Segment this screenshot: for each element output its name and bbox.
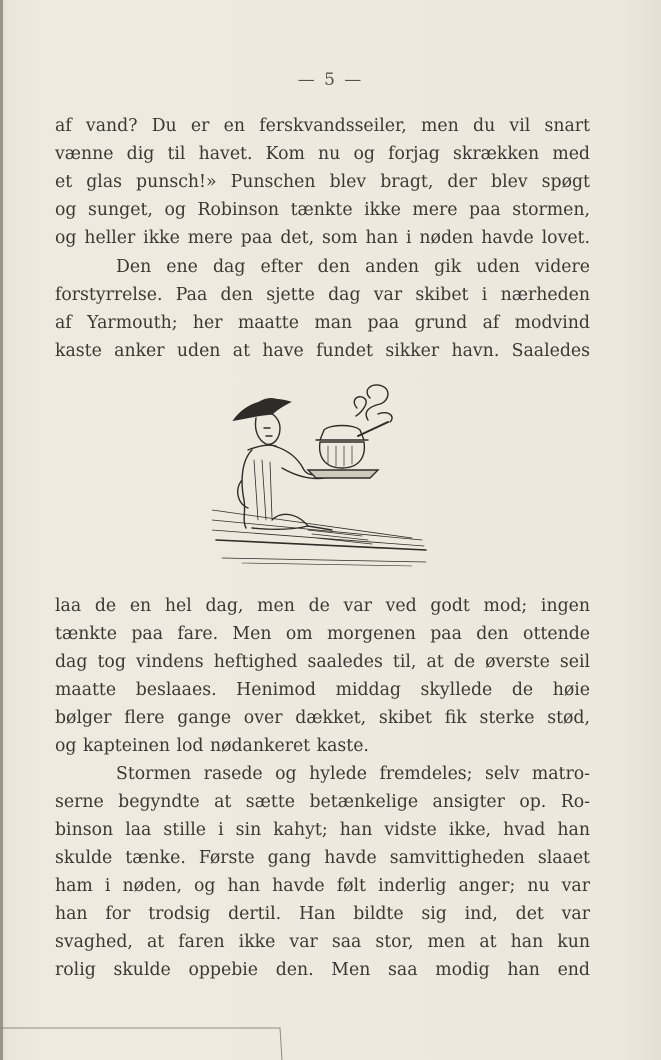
page-edge bbox=[0, 0, 3, 1060]
text-line: han for trodsig dertil. Han bildte sig ind, det var bbox=[55, 904, 590, 924]
text-line: og kapteinen lod nødankeret kaste. bbox=[55, 736, 369, 756]
text-line: svaghed, at faren ikke var saa stor, men at han kun bbox=[55, 932, 590, 952]
text-line: binson laa stille i sin kahyt; han vidste ikke, hvad han bbox=[55, 820, 590, 840]
text-line: og sunget, og Robinson tænkte ikke mere paa stormen, bbox=[55, 200, 590, 220]
text-line: skulde tænke. Første gang havde samvittigheden slaaet bbox=[55, 848, 590, 868]
text-line: et glas punsch!» Punschen blev bragt, der blev spøgt bbox=[55, 172, 590, 192]
text-line: laa de en hel dag, men de var ved godt mod; ingen bbox=[55, 596, 590, 616]
text-line: serne begyndte at sætte betænkelige ansigter op. Ro- bbox=[55, 792, 590, 812]
text-line: ham i nøden, og han havde følt inderlig anger; nu var bbox=[55, 876, 590, 896]
text-line: forstyrrelse. Paa den sjette dag var skibet i nærheden bbox=[55, 285, 590, 305]
text-line: af vand? Du er en ferskvandsseiler, men du vil snart bbox=[55, 116, 590, 136]
text-line: Stormen rasede og hylede fremdeles; selv matro- bbox=[116, 764, 590, 784]
text-line: bølger flere gange over dækket, skibet fik sterke stød, bbox=[55, 708, 590, 728]
page-fold-mark bbox=[0, 1025, 285, 1060]
text-line: Den ene dag efter den anden gik uden videre bbox=[116, 257, 590, 277]
text-line: dag tog vindens heftighed saaledes til, at de øverste seil bbox=[55, 652, 590, 672]
text-line: og heller ikke mere paa det, som han i nøden havde lovet. bbox=[55, 228, 590, 248]
text-line: tænkte paa fare. Men om morgenen paa den ottende bbox=[55, 624, 590, 644]
text-line: kaste anker uden at have fundet sikker havn. Saaledes bbox=[55, 341, 590, 361]
text-line: vænne dig til havet. Kom nu og forjag skrækken med bbox=[55, 144, 590, 164]
text-line: af Yarmouth; her maatte man paa grund af modvind bbox=[55, 313, 590, 333]
text-line: rolig skulde oppebie den. Men saa modig han end bbox=[55, 960, 590, 980]
text-line: maatte beslaaes. Henimod middag skyllede de høie bbox=[55, 680, 590, 700]
man-carrying-punch-bowl-illustration bbox=[212, 380, 432, 570]
page-number: — 5 — bbox=[297, 70, 364, 90]
